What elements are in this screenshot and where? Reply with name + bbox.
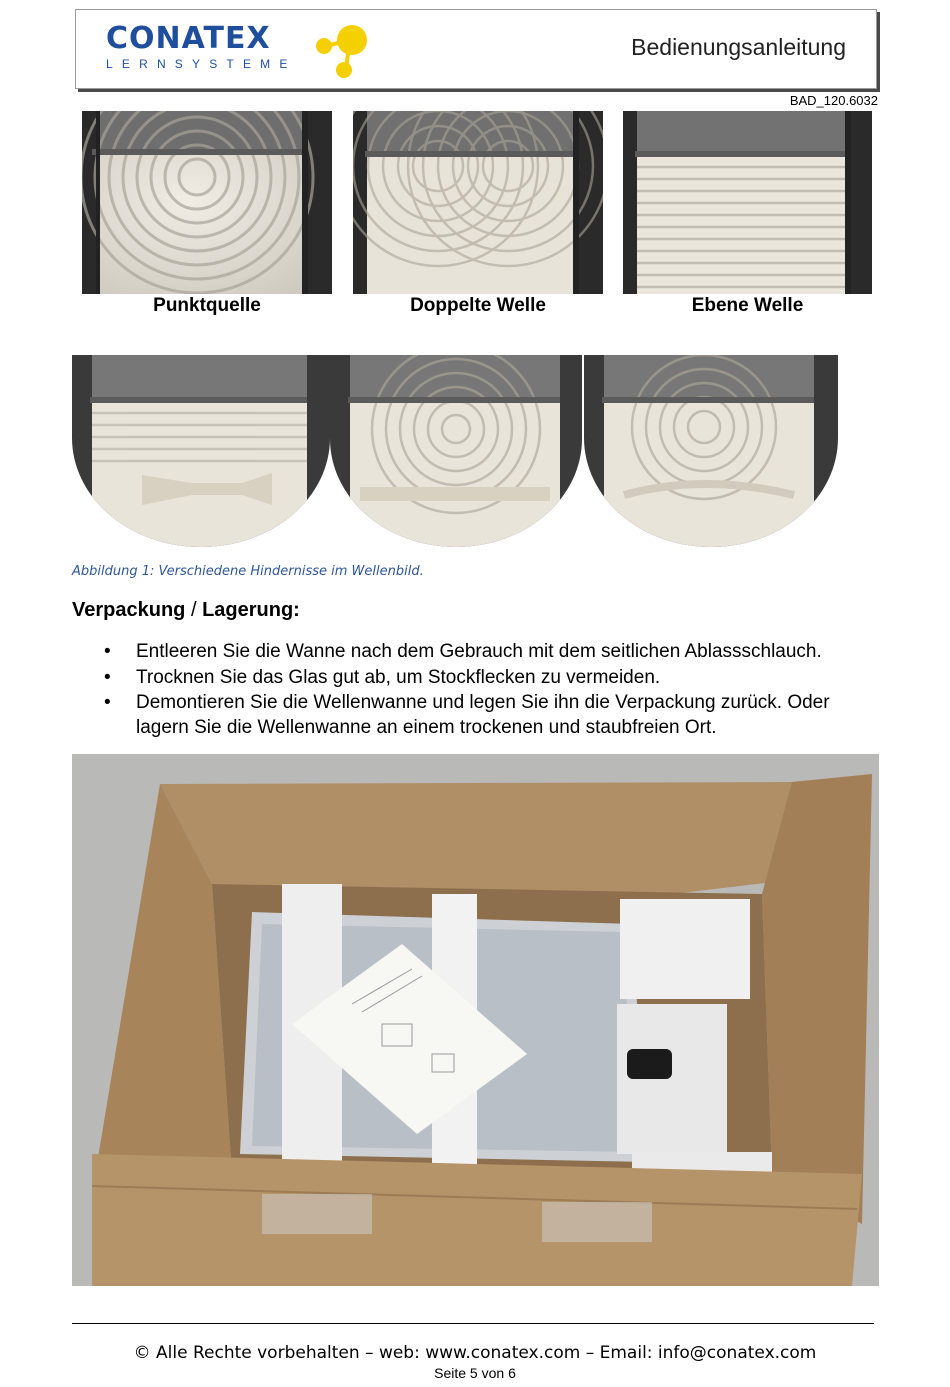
list-item: • Entleeren Sie die Wanne nach dem Gebrauch mit dem seitlichen Ablassschlauch. xyxy=(104,640,894,665)
doc-type-title: Bedienungsanleitung xyxy=(631,34,846,60)
caption-point-source: Punktquelle xyxy=(153,295,261,316)
section-title xyxy=(72,599,300,622)
obstacle-photo-reflection xyxy=(584,355,838,547)
document-number: BAD_120.6032 xyxy=(789,93,878,108)
section-title-separator: / xyxy=(185,599,203,621)
wave-photo-plane-wave xyxy=(623,111,872,294)
figure-caption: Abbildung 1: Verschiedene Hindernisse im Wellenbild. xyxy=(72,564,424,579)
wave-photo-double-wave xyxy=(353,111,603,294)
list-item: • Trocknen Sie das Glas gut ab, um Stockflecken zu vermeiden. xyxy=(104,666,894,691)
page-number: Seite 5 von 6 xyxy=(434,1365,516,1381)
packaging-photo xyxy=(72,754,879,1286)
page-header xyxy=(75,9,877,89)
logo-subtext: LERNSYSTEME xyxy=(106,57,297,71)
caption-double-wave: Doppelte Welle xyxy=(410,295,546,316)
footer-divider xyxy=(72,1323,874,1324)
wave-photo-point-source xyxy=(82,111,332,294)
section-title-part1: Verpackung xyxy=(72,599,186,621)
logo-wordmark: CONATEX xyxy=(106,21,271,56)
obstacle-photo-slit xyxy=(72,355,330,547)
list-item: • Demontieren Sie die Wellenwanne und legen Sie ihn die Verpackung zurück. Oder lagern Sie die Wellenwanne an einem trockenen und staubfreien Ort. xyxy=(104,691,894,740)
section-title-part2: Lagerung: xyxy=(202,599,300,621)
instruction-list xyxy=(104,640,894,741)
obstacle-photo-point xyxy=(330,355,582,547)
caption-plane-wave: Ebene Welle xyxy=(691,295,804,316)
molecule-icon xyxy=(312,22,372,82)
footer-copyright: © Alle Rechte vorbehalten – web: www.conatex.com – Email: info@conatex.com xyxy=(133,1343,817,1363)
conatex-logo xyxy=(106,21,297,71)
